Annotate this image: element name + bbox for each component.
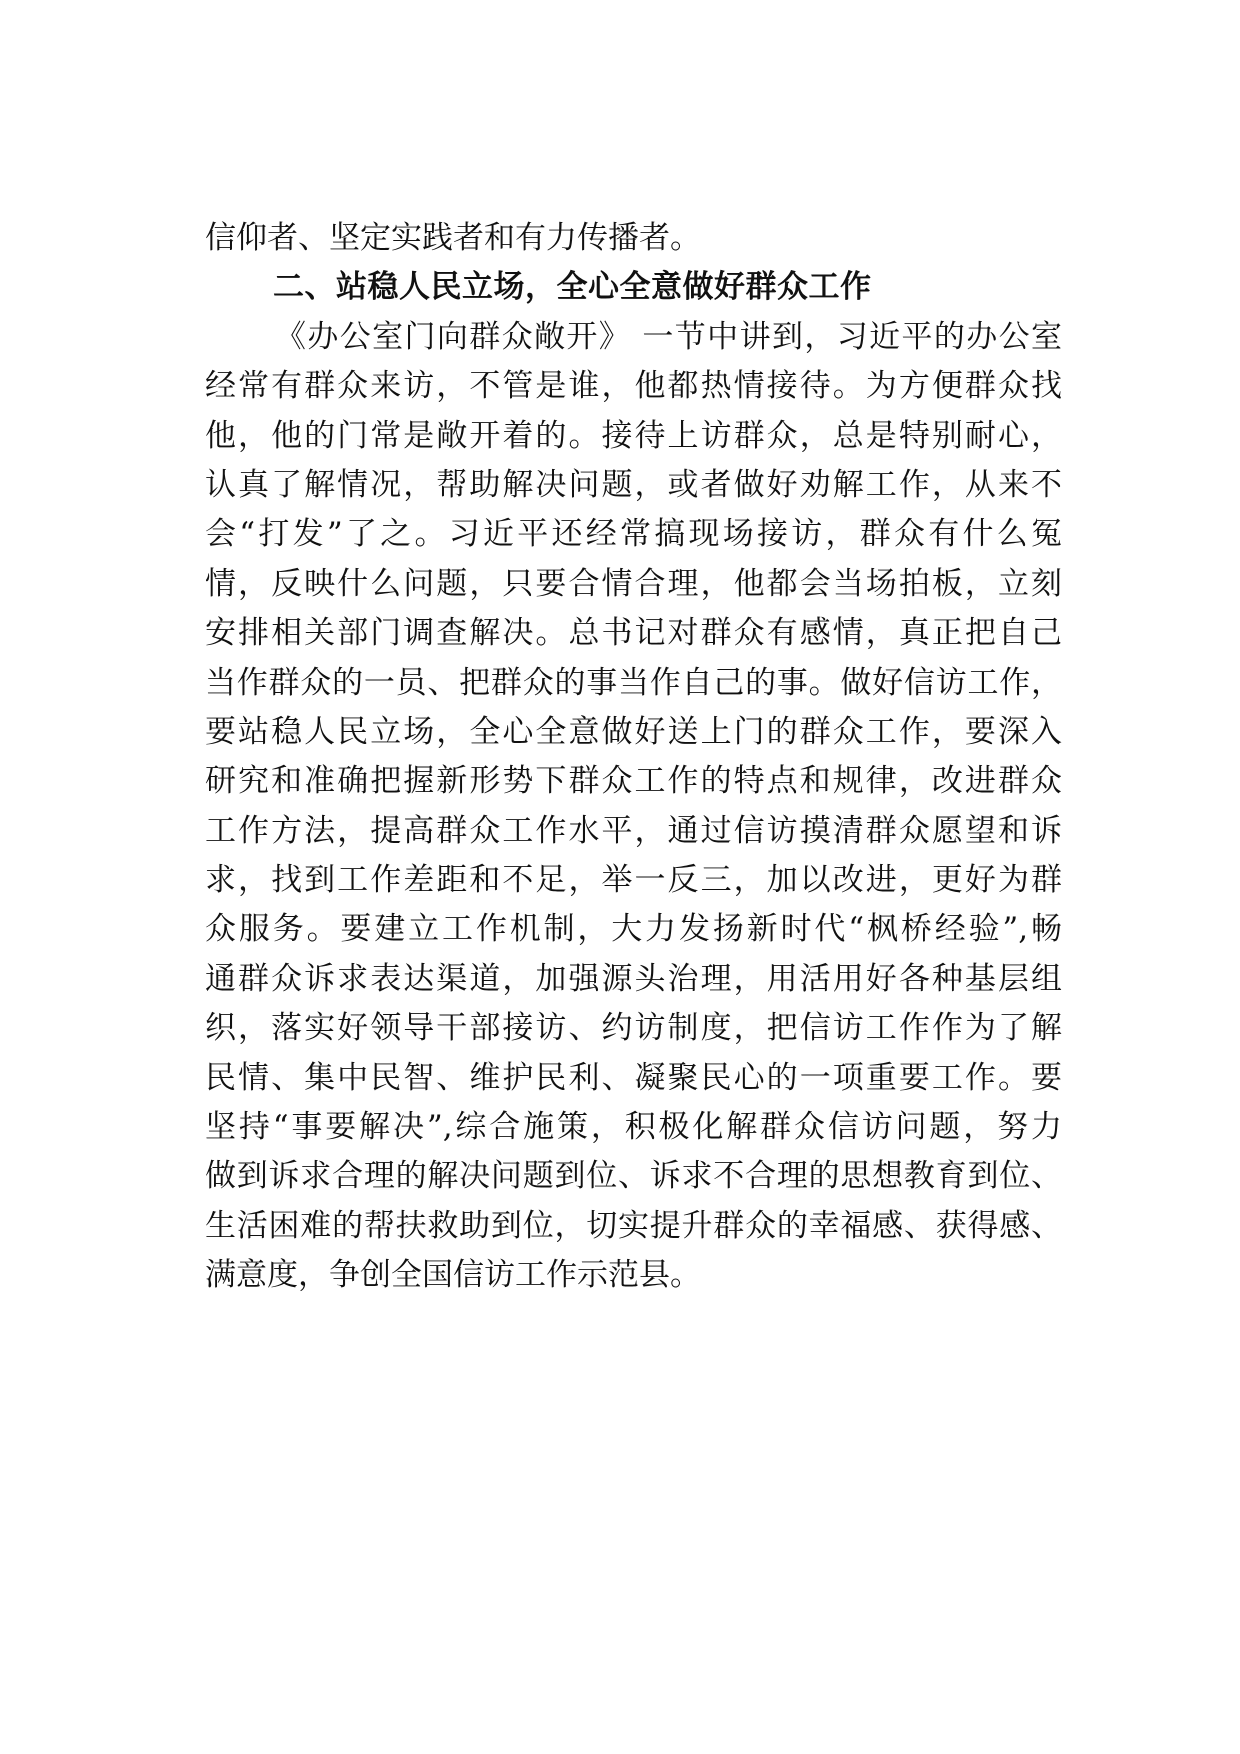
paragraph-line: 要站稳人民立场，全心全意做好送上门的群众工作，要深入 <box>205 713 1062 750</box>
paragraph-line: 众服务。要建立工作机制，大力发扬新时代“枫桥经验”,畅 <box>205 911 1062 948</box>
paragraph-line: 求，找到工作差距和不足，举一反三，加以改进，更好为群 <box>205 862 1062 899</box>
document-body <box>205 214 1062 1301</box>
paragraph-line: 他，他的门常是敞开着的。接待上访群众，总是特别耐心， <box>205 417 1062 454</box>
paragraph-line: 工作方法，提高群众工作水平，通过信访摸清群众愿望和诉 <box>205 812 1062 849</box>
paragraph-line: 研究和准确把握新形势下群众工作的特点和规律，改进群众 <box>205 763 1062 800</box>
continued-sentence: 信仰者、坚定实践者和有力传播者。 <box>205 220 701 256</box>
paragraph-line: 情，反映什么问题，只要合情合理，他都会当场拍板，立刻 <box>205 565 1062 602</box>
paragraph-line: 安排相关部门调查解决。总书记对群众有感情，真正把自己 <box>205 615 1062 652</box>
paragraph-line: 通群众诉求表达渠道，加强源头治理，用活用好各种基层组 <box>205 960 1062 997</box>
paragraph-line: 当作群众的一员、把群众的事当作自己的事。做好信访工作， <box>205 664 1062 701</box>
paragraph-line: 认真了解情况，帮助解决问题，或者做好劝解工作，从来不 <box>205 466 1062 503</box>
paragraph-line: 坚持“事要解决”,综合施策，积极化解群众信访问题，努力 <box>205 1109 1062 1146</box>
body-paragraph <box>205 313 1062 1301</box>
paragraph-line: 织，落实好领导干部接访、约访制度，把信访工作作为了解 <box>205 1010 1062 1047</box>
paragraph-line: 《办公室门向群众敞开》 一节中讲到，习近平的办公室 <box>275 318 1062 355</box>
section-heading: 二、站稳人民立场，全心全意做好群众工作 <box>273 269 872 306</box>
paragraph-line-last: 满意度，争创全国信访工作示范县。 <box>205 1257 701 1294</box>
paragraph-line: 生活困难的帮扶救助到位，切实提升群众的幸福感、获得感、 <box>205 1207 1062 1244</box>
paragraph-line: 民情、集中民智、维护民利、凝聚民心的一项重要工作。要 <box>205 1059 1062 1096</box>
paragraph-line: 会“打发”了之。习近平还经常搞现场接访，群众有什么冤 <box>205 516 1062 553</box>
paragraph-line: 做到诉求合理的解决问题到位、诉求不合理的思想教育到位、 <box>205 1158 1062 1195</box>
paragraph-line: 经常有群众来访，不管是谁，他都热情接待。为方便群众找 <box>205 368 1062 405</box>
